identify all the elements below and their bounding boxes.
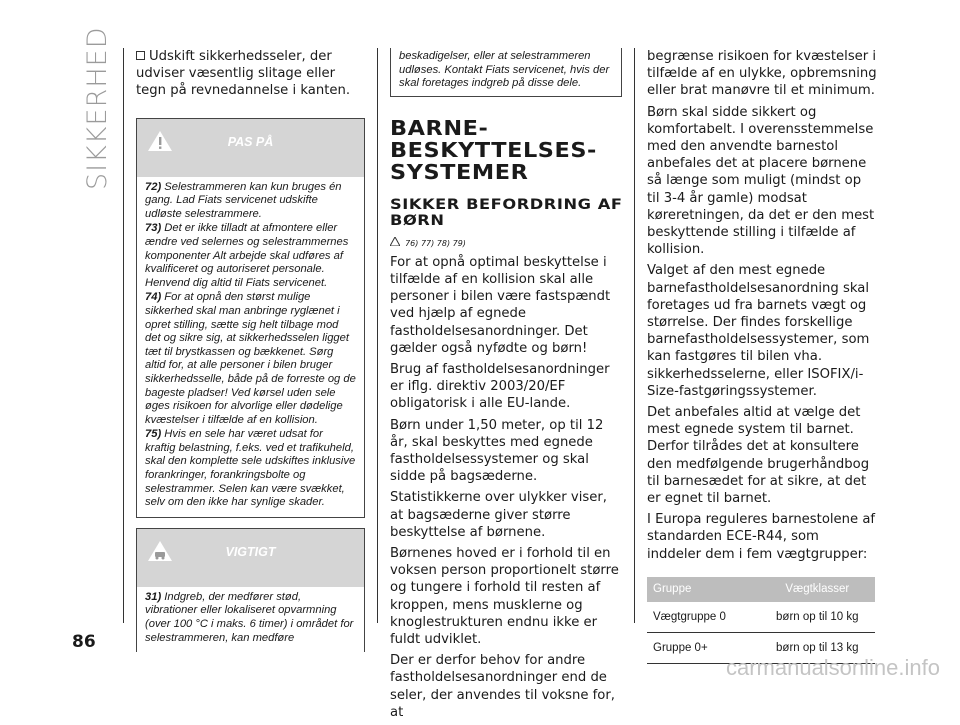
warning-body bbox=[137, 177, 364, 517]
column-1 bbox=[136, 48, 365, 652]
intro-paragraph: Udskift sikkerhedsseler, der udviser væsentlig slitage eller tegn på revnedannelse i kanten. bbox=[136, 49, 351, 99]
table-cell: Vægtgruppe 0 bbox=[647, 602, 755, 633]
warning-box-pas-paa bbox=[136, 118, 365, 518]
important-header bbox=[137, 529, 364, 587]
watermark: carmanualsonline.info bbox=[725, 655, 940, 680]
table-cell: Gruppe 0+ bbox=[647, 632, 755, 663]
sub-heading: SIKKER BEFORDRING AF BØRN bbox=[390, 196, 623, 229]
warning-item: 72) Selestrammeren kan kun bruges én gang. Lad Fiats servicenet udskifte udløste selestrammere. bbox=[145, 180, 342, 220]
warning-continuation-text: beskadigelser, eller at selestrammeren udløses. Kontakt Fiats servicenet, hvis der skal foretages indgreb på disse dele. bbox=[399, 50, 610, 90]
paragraph: Børnenes hoved er i forhold til en voksen person proportionelt større og tungere i forhold til resten af kroppen, mens musklerne og knoglestrukturen endnu ikke er fuldt udviklet. bbox=[390, 546, 619, 648]
column-divider-middle bbox=[377, 48, 378, 623]
paragraph: Brug af fastholdelsesanordninger er iflg. direktiv 2003/20/EF obligatorisk i alle EU-lande. bbox=[390, 362, 610, 412]
paragraph: Børn under 1,50 meter, op til 12 år, skal beskyttes med egnede fastholdelsessystemer og skal sidde på bagsæderne. bbox=[390, 417, 604, 485]
important-title: VIGTIGT bbox=[225, 544, 276, 559]
important-body bbox=[137, 587, 364, 652]
bullet-icon bbox=[136, 51, 145, 60]
weight-group-table bbox=[647, 577, 875, 664]
table-header: Gruppe bbox=[647, 577, 755, 602]
paragraph: Statistikkerne over ulykker viser, at bagsæderne giver større beskyttelse af børnene. bbox=[390, 490, 607, 540]
warning-small-icon bbox=[390, 237, 400, 246]
paragraph: Valget af den mest egnede barnefastholdelsesanordning skal foretages ud fra barnets vægt og størrelse. Der findes forskellige barnefastholdelsessystemer, som kan fastgøres til bilen vha. sikkerhedsselerne, eller ISOFIX/i-Size-fastgøringssystemer. bbox=[647, 263, 870, 399]
paragraph: Det anbefales altid at vælge det mest egnede system til barnet. Derfor tilrådes det at konsultere den medfølgende brugerhåndbog til barnesædet for at sikre, at det er egnet til barnet. bbox=[647, 405, 870, 507]
table-cell: børn op til 10 kg bbox=[755, 602, 875, 633]
warning-title: PAS PÅ bbox=[227, 134, 274, 149]
section-title: SIKKERHED bbox=[82, 26, 113, 190]
important-item: 31) Indgreb, der medfører stød, vibrationer eller lokaliseret opvarmning (over 100 °C i maks. 6 timer) i området for selestrammeren, kan medføre bbox=[145, 590, 354, 644]
warning-box-vigtigt bbox=[136, 528, 365, 652]
table-header-row bbox=[647, 577, 875, 602]
paragraph: Børn skal sidde sikkert og komfortabelt. I overensstemmelse med den anvendte barnestol anbefales det at placere børnene så længe som muligt (mindst op til 3-4 år gamle) modsat køreretningen, da det er den mest beskyttende stilling i tilfælde af kollision. bbox=[647, 104, 875, 258]
table-row bbox=[647, 602, 875, 633]
column-divider-right bbox=[634, 48, 635, 623]
warning-continuation-box bbox=[390, 48, 622, 97]
paragraph: For at opnå optimal beskyttelse i tilfælde af en kollision skal alle personer i bilen være fastspændt ved hjælp af egnede fastholdelsesanordninger. Det gælder også nyfødte og børn! bbox=[390, 254, 611, 356]
warning-header bbox=[137, 119, 364, 177]
warning-item: 74) For at opnå den størst mulige sikkerhed skal man anbringe ryglænet i opret stilling, sætte sig helt tilbage mod det og sikre sig, at sikkerhedsselen ligget tæt til brystkassen og bækkenet. Sørg altid for, at alle personer i bilen bruger sikkerhedsselle, både på de forreste og de bageste pladser! Ved kørsel uden sele øges risikoen for alvorlige eller dødelige kvæstelser i tilfælde af en kollision. bbox=[145, 291, 356, 426]
column-3 bbox=[647, 48, 877, 664]
paragraph: Der er derfor behov for andre fastholdelsesanordninger end de seler, der anvendes til voksne for, at bbox=[390, 653, 615, 720]
table-header: Vægtklasser bbox=[755, 577, 875, 602]
warning-item: 73) Det er ikke tilladt at afmontere eller ændre ved selernes og selestrammernes komponenter Alt arbejde skal udføres af kvalificeret og autoriseret personale. Henvend dig altid til Fiats servicenet. bbox=[145, 222, 349, 289]
column-2 bbox=[390, 48, 622, 725]
table-cell: børn op til 13 kg bbox=[755, 632, 875, 663]
paragraph: begrænse risikoen for kvæstelser i tilfælde af en ulykke, opbremsning eller brat manøvre til et minimum. bbox=[647, 49, 877, 99]
warning-refs: 76) 77) 78) 79) bbox=[390, 231, 622, 250]
main-heading: BARNE- BESKYTTELSES- SYSTEMER bbox=[390, 115, 597, 184]
page-number: 86 bbox=[72, 632, 96, 652]
column-divider-left bbox=[123, 48, 124, 623]
paragraph: I Europa reguleres barnestolene af standarden ECE-R44, som inddeler dem i fem vægtgrupper: bbox=[647, 512, 876, 562]
warning-item: 75) Hvis en sele har været udsat for kraftig belastning, f.eks. ved et trafikuheld, skal den komplette sele udskiftes inklusive forankringer, forankringsbolte og selestrammer. Selen kan være svækket, selv om den ikke har synlige skader. bbox=[145, 428, 356, 509]
